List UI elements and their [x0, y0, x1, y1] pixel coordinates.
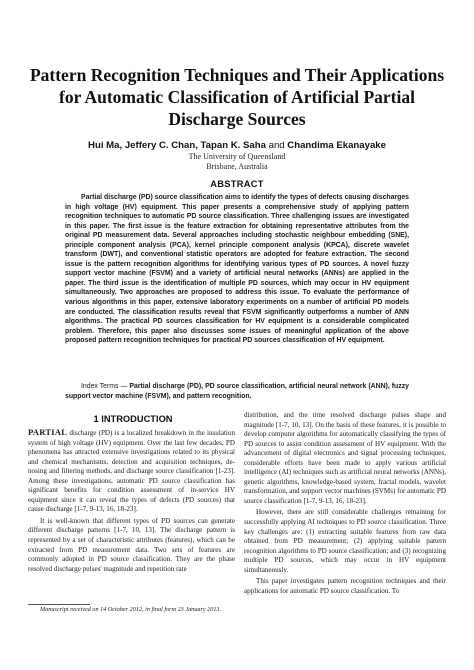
- footnote-divider: [28, 604, 90, 605]
- index-terms: [65, 382, 409, 401]
- author-list: [0, 140, 474, 152]
- index-terms-list: Partial discharge (PD), PD source classification, artificial neural network (ANN), fuzzy support vector machine (FSVM), and pattern recognition.: [65, 383, 409, 400]
- intro-paragraph-3: distribution, and the time resolved discharge pulses shape and magnitude [1-7, 10, 13]. On the basis of these features, it is possible to develop computer algorithms for automatically classifying the types of PD sources to assist condition assessment of HV equipment. With the advancement of digital electronics and signal processing techniques, considerable efforts have been made to apply various artificial intelligence (AI) techniques such as artificial neural networks (ANNs), genetic algorithms, knowledge-based system, fractal models, wavelet transformation, and support vector machines (SVMs) for automatic PD source classification [1-7, 9-13, 16, 18-23].: [244, 411, 446, 505]
- author-names: Hui Ma, Jeffery C. Chan, Tapan K. Saha: [88, 140, 266, 151]
- index-terms-label: Index Terms —: [81, 383, 128, 390]
- intro-paragraph-2: It is well-known that different types of PD sources can generate different discharge patterns [1-7, 10, 13]. The discharge pattern is represented by a set of characteristic attributes (features), which can be extracted from PD measurement data. Two sets of features are commonly adopted in PD source classification. They are the phase resolved discharge pulses' magnitude and repetition rate: [28, 516, 235, 573]
- manuscript-footnote: Manuscript received on 14 October 2012, in final form 23 January 2013.: [40, 606, 222, 613]
- intro-paragraph-5: This paper investigates pattern recognition techniques and their applications for automatic PD source classification. To: [244, 577, 446, 595]
- left-column: [28, 428, 235, 574]
- affiliation-institution: The University of Queensland: [188, 152, 286, 161]
- right-column: [244, 411, 446, 596]
- abstract-body: Partial discharge (PD) source classification aims to identify the types of defects causing discharges in high voltage (HV) equipment. This paper presents a comprehensive study of applying pattern recognition techniques to automatic PD source classification. Three challenging issues are investigated in this paper. The first issue is the feature extraction for obtaining representative attributes from the original PD measurement data. Several approaches including stochastic neighbour embedding (SNE), principle component analysis (PCA), kernel principle component analysis (KPCA), discrete wavelet transform (DWT), and conventional statistic operators are adopted for feature extraction. The second issue is the pattern recognition algorithms for identifying various types of PD sources. A novel fuzzy support vector machine (FSVM) and a variety of artificial neural networks (ANNs) are applied in the paper. The third issue is the identification of multiple PD sources, which may occur in HV equipment simultaneously. Two approaches are proposed to address this issue. To evaluate the performance of various algorithms in this paper, extensive laboratory experiments on a number of artificial PD models are conducted. The classification results reveal that FSVM significantly outperforms a number of ANN algorithms. The practical PD sources classification for HV equipment is a considerable complicated problem. Therefore, this paper also discusses some issues of meaningful application of the above proposed pattern recognition techniques for practical PD sources classification of HV equipment.: [65, 194, 409, 345]
- intro-paragraph-4: However, there are still considerable challenges remaining for successfully applying AI techniques to PD source classification. Three key challenges are: (1) extracting suitable features from raw data obtained from PD measurement; (2) applying suitable pattern recognition algorithms to PD source classification; and (3) recognizing multiple PD sources, which may occur in HV equipment simultaneously.: [244, 508, 446, 574]
- lead-word: PARTIAL: [28, 427, 68, 437]
- abstract-heading: ABSTRACT: [210, 179, 264, 189]
- author-conjunction: and: [268, 140, 285, 151]
- paper-title: Pattern Recognition Techniques and Their Applications for Automatic Classification of Artificial Partial Discharge Sources: [29, 65, 445, 129]
- intro-paragraph-1-text: discharge (PD) is a localized breakdown in the insulation system of high voltage (HV) equipment. Over the last few decades, PD phenomena has attracted extensive investigations related to its physical and chemical mechanisms, detection and acquisition techniques, de-nosing and filtering methods, and discharge source classification [1-23]. Among these investigations, automatic PD source classification has significant benefits for condition assessment of in-service HV equipment since it can reveal the types of defects (PD sources) that cause discharge [1-7, 9-13, 16, 18-23].: [28, 429, 235, 514]
- author-name-last: Chandima Ekanayake: [287, 140, 386, 151]
- intro-paragraph-1: [28, 428, 235, 515]
- affiliation-location: Brisbane, Australia: [206, 162, 268, 171]
- section-heading-introduction: 1 INTRODUCTION: [93, 414, 173, 424]
